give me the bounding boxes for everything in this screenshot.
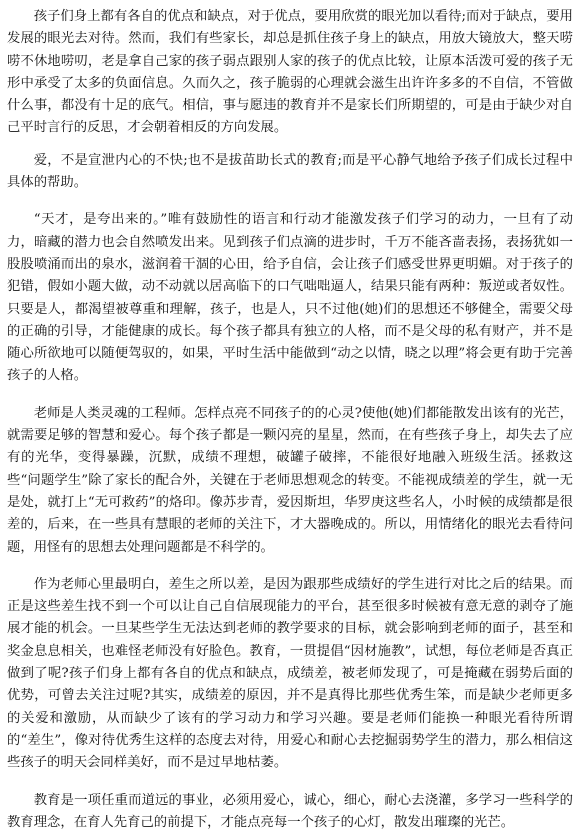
paragraph-2: 爱，不是宣泄内心的不快;也不是拔苗助长式的教育;而是平心静气地给予孩子们成长过程中具体的帮助。 [7, 150, 573, 195]
document-page [7, 6, 573, 834]
paragraph-3: “天才，是夸出来的。”唯有鼓励性的语言和行动才能激发孩子们学习的动力，一旦有了动力，暗藏的潜力也会自然喷发出来。见到孩子们点滴的进步时，千万不能吝啬表扬，表扬犹如一股股喷涌而出的泉水，滋润着干涸的心田，给予自信，会让孩子们感受世界更明媚。对于孩子的犯错，假如小题大做，动不动就以居高临下的口气咄咄逼人，结果只能有两种：叛逆或者奴性。只要是人，都渴望被尊重和理解，孩子，也是人，只不过他(她)们的思想还不够健全，需要父母的正确的引导，才能健康的成长。每个孩子都具有独立的人格，而不是父母的私有财产，并不是随心所欲地可以随便驾驭的，如果，平时生活中能做到“动之以情，晓之以理”将会更有助于完善孩子的人格。 [7, 209, 573, 387]
paragraph-spacer [7, 388, 573, 403]
paragraph-spacer [7, 775, 573, 790]
paragraph-4: 老师是人类灵魂的工程师。怎样点亮不同孩子的的心灵?使他(她)们都能散发出该有的光芒，就需要足够的智慧和爱心。每个孩子都是一颗闪亮的星星，然而，在有些孩子身上，却失去了应有的光华，变得暴躁，沉默，成绩不理想，破罐子破摔，不能很好地融入班级生活。拯救这些“问题学生”除了家长的配合外，关键在于老师思想观念的转变。不能视成绩差的学生，就一无是处，就打上“无可救药”的烙印。像苏步青，爱因斯坦，华罗庚这些名人，小时候的成绩都是很差的，后来，在一些具有慧眼的老师的关注下，才大器晚成的。所以，用情绪化的眼光去看待问题，用怪有的思想去处理问题都是不科学的。 [7, 403, 573, 559]
paragraph-spacer [7, 140, 573, 150]
paragraph-spacer [7, 559, 573, 574]
paragraph-spacer [7, 194, 573, 209]
paragraph-1: 孩子们身上都有各自的优点和缺点，对于优点，要用欣赏的眼光加以看待;而对于缺点，要用发展的眼光去对待。然而，我们有些家长，却总是抓住孩子身上的缺点，用放大镜放大，整天唠唠不休地唠叨，老是拿自己家的孩子弱点跟别人家的孩子的优点比较，让原本活泼可爱的孩子无形中承受了太多的负面信息。久而久之，孩子脆弱的心理就会滋生出许许多多的不自信，不管做什么事，都没有十足的底气。相信，事与愿违的教育并不是家长们所期望的，可是由于缺少对自己平时言行的反思，才会朝着相反的方向发展。 [7, 6, 573, 140]
paragraph-6: 教育是一项任重而道远的事业，必须用爱心，诚心，细心，耐心去浇灌，多学习一些科学的教育理念，在育人先育己的前提下，才能点亮每一个孩子的心灯，散发出璀璨的光芒。 [7, 790, 573, 834]
paragraph-5: 作为老师心里最明白，差生之所以差，是因为跟那些成绩好的学生进行对比之后的结果。而正是这些差生找不到一个可以让自己自信展现能力的平台，甚至很多时候被有意无意的剥夺了施展才能的机会。一旦某些学生无法达到老师的教学要求的目标，就会影响到老师的面子，甚至和奖金息息相关，也难怪老师没有好脸色。教育，一贯提倡“因材施教”，试想，每位老师是否真正做到了呢?孩子们身上都有各自的优点和缺点，成绩差，被老师发现了，可是掩藏在弱势后面的优势，可曾去关注过呢?其实，成绩差的原因，并不是真得比那些优秀生笨，而是缺少老师更多的关爱和激励，从而缺少了该有的学习动力和学习兴趣。要是老师们能换一种眼光看待所谓的“差生”，像对待优秀生这样的态度去对待，用爱心和耐心去挖掘弱势学生的潜力，那么相信这些孩子的明天会同样美好，而不是过早地枯萎。 [7, 574, 573, 775]
